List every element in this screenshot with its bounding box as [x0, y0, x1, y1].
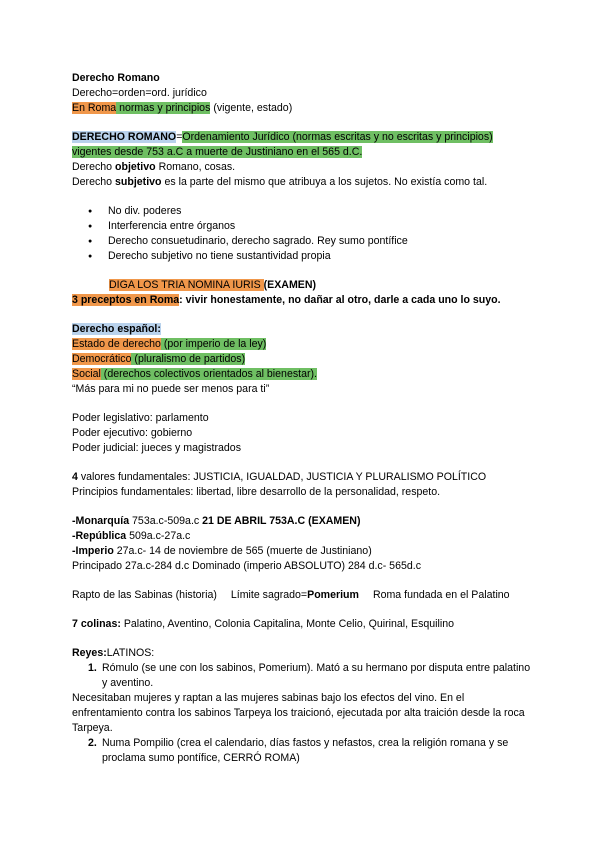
text: Derecho — [72, 161, 115, 173]
highlight-en-roma: En Roma — [72, 102, 117, 114]
highlight-ordenamiento: Ordenamiento Jurídico (normas escritas y no escritas y principios) — [182, 131, 493, 143]
text: LATINOS: — [106, 647, 155, 659]
line-imperio — [72, 544, 532, 559]
line-reyes — [72, 646, 532, 661]
bold-reyes: Reyes: — [72, 647, 107, 659]
highlight-normas: normas y principios — [116, 102, 211, 114]
doc-title: Derecho Romano — [72, 72, 160, 84]
line-derecho-orden: Derecho=orden=ord. jurídico — [72, 87, 207, 99]
bullet-item: ● Derecho subjetivo no tiene sustantividad propia — [72, 249, 532, 264]
line-subjetivo — [72, 175, 532, 190]
text-equals: = — [176, 131, 183, 143]
text: 509a.c-27a.c — [126, 530, 191, 542]
text-vigente: (vigente, estado) — [210, 102, 293, 114]
paragraph-sabinas: Necesitaban mujeres y raptan a las mujeres sabinas bajo los efectos del vino. En el enfrentamiento contra los sabinos Tarpeya los traicionó, ejecutada por alta traición desde la roca Tarpeya. — [72, 692, 525, 734]
number-1: 1. — [88, 662, 97, 674]
bold-objetivo: objetivo — [115, 161, 156, 173]
bold-pomerium: Pomerium — [307, 589, 359, 601]
numbered-item-1 — [72, 661, 532, 691]
text: Rapto de las Sabinas (historia) — [72, 589, 217, 601]
highlight-vigentes: vigentes desde 753 a.C a muerte de Justiniano en el 565 d.C. — [72, 146, 363, 158]
line-vigentes — [72, 145, 532, 160]
highlight-tria-nomina: DIGA LOS TRIA NOMINA IURIS — [109, 279, 264, 291]
bold-21-abril: 21 DE ABRIL 753A.C (EXAMEN) — [202, 515, 361, 527]
line-rapto — [72, 588, 532, 603]
line-monarquia — [72, 514, 532, 529]
text: Romano, cosas. — [155, 161, 236, 173]
text: Palatino, Aventino, Colonia Capitalina, Monte Celio, Quirinal, Esquilino — [120, 618, 454, 630]
line-estado-derecho — [72, 337, 532, 352]
text: 753a.c-509a.c — [129, 515, 203, 527]
bold-4: 4 — [72, 471, 78, 483]
line-objetivo — [72, 160, 532, 175]
highlight-democratico: Democrático — [72, 353, 132, 365]
text: es la parte del mismo que atribuya a los sujetos. No existía como tal. — [161, 176, 488, 188]
highlight-estado: Estado de derecho — [72, 338, 161, 350]
heading-derecho-romano: DERECHO ROMANO — [72, 131, 177, 143]
bullet-item: ● Derecho consuetudinario, derecho sagrado. Rey sumo pontífice — [72, 234, 532, 249]
line-colinas — [72, 617, 532, 632]
line-tria-nomina — [72, 278, 532, 293]
bullet-item: ● Interferencia entre órganos — [72, 219, 532, 234]
line-republica — [72, 529, 532, 544]
text: Límite sagrado= — [230, 589, 308, 601]
bold-examen: (EXAMEN) — [263, 279, 317, 291]
highlight-derechos-colectivos: (derechos colectivos orientados al bienestar). — [100, 368, 317, 380]
bold-monarquia: -Monarquía — [72, 515, 130, 527]
highlight-social: Social — [72, 368, 101, 380]
text: valores fundamentales: JUSTICIA, IGUALDAD, JUSTICIA Y PLURALISMO POLÍTICO — [77, 471, 487, 483]
line-derecho-romano — [72, 130, 532, 145]
line-valores — [72, 470, 532, 485]
number-2: 2. — [88, 737, 97, 749]
bold-subjetivo: subjetivo — [115, 176, 162, 188]
bold-imperio: -Imperio — [72, 545, 114, 557]
line-social — [72, 367, 532, 382]
text: : vivir honestamente, no dañar al otro, darle a cada uno lo suyo. — [179, 294, 501, 306]
line-preceptos — [72, 293, 532, 308]
numbered-item-2 — [72, 736, 532, 766]
line-poder-legislativo: Poder legislativo: parlamento — [72, 412, 209, 424]
text: Roma fundada en el Palatino — [372, 589, 510, 601]
line-quote: “Más para mi no puede ser menos para ti” — [72, 383, 270, 395]
highlight-imperio-ley: (por imperio de la ley) — [160, 338, 267, 350]
heading-derecho-espanol: Derecho español: — [72, 323, 161, 335]
document-page — [72, 71, 532, 766]
highlight-pluralismo: (pluralismo de partidos) — [131, 353, 246, 365]
bold-republica: -República — [72, 530, 127, 542]
line-derecho-espanol — [72, 322, 532, 337]
line-poder-ejecutivo: Poder ejecutivo: gobierno — [72, 427, 193, 439]
bullet-item: ● No div. poderes — [72, 204, 532, 219]
text: Numa Pompilio (crea el calendario, días fastos y nefastos, crea la religión romana y se proclama sumo pontífice, CERRÓ ROMA) — [102, 737, 509, 764]
line-principado: Principado 27a.c-284 d.c Dominado (imperio ABSOLUTO) 284 d.c- 565d.c — [72, 560, 421, 572]
text: 27a.c- 14 de noviembre de 565 (muerte de Justiniano) — [113, 545, 372, 557]
line-en-roma — [72, 101, 532, 116]
highlight-preceptos: 3 preceptos en Roma — [72, 294, 180, 306]
bold-7-colinas: 7 colinas: — [72, 618, 121, 630]
line-principios: Principios fundamentales: libertad, libre desarrollo de la personalidad, respeto. — [72, 486, 441, 498]
text: Derecho — [72, 176, 115, 188]
line-democratico — [72, 352, 532, 367]
line-poder-judicial: Poder judicial: jueces y magistrados — [72, 442, 241, 454]
text: Rómulo (se une con los sabinos, Pomerium). Mató a su hermano por disputa entre palatino y aventino. — [102, 662, 531, 689]
